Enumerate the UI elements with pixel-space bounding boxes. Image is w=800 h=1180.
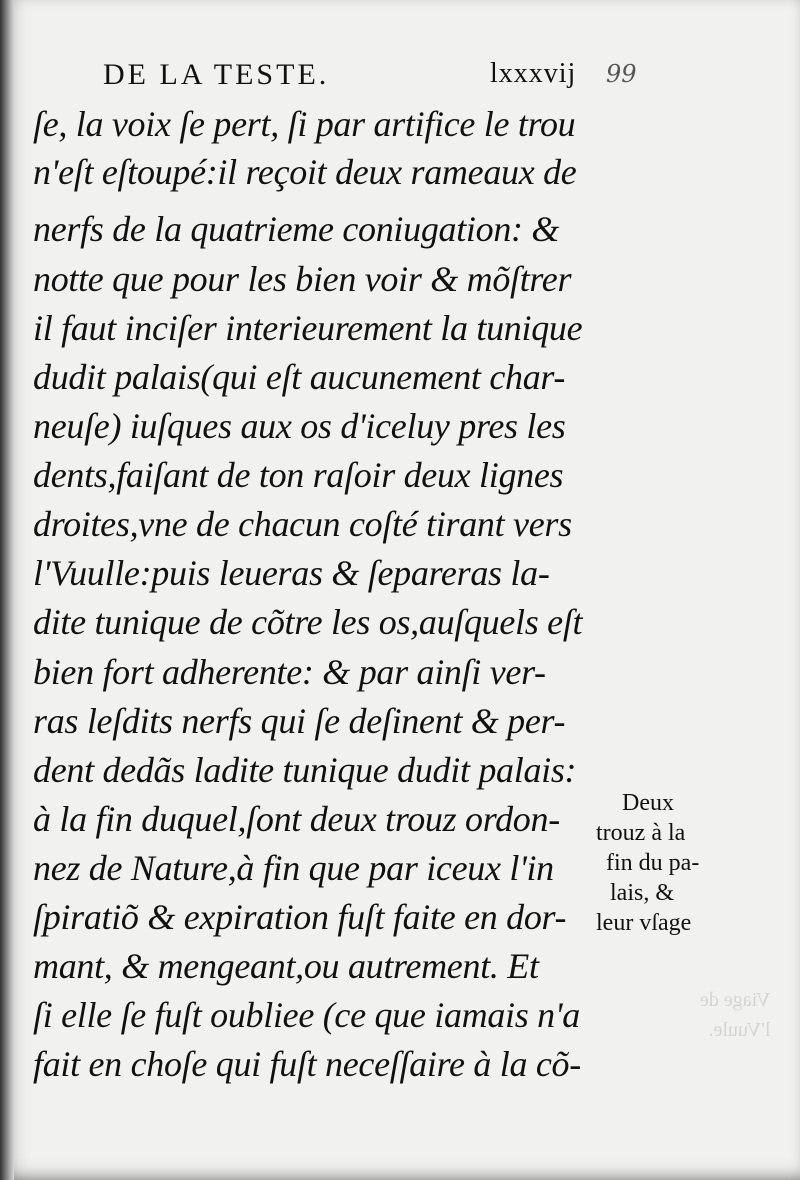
running-head: DE LA TESTE.: [103, 58, 330, 91]
text-line: n'eſt eſtoupé:il reçoit deux rameaux de: [33, 152, 577, 192]
margin-note-line: fin du pa-: [606, 850, 700, 876]
text-line: ſi elle ſe fuſt oubliee (ce que iamais n'a: [33, 995, 580, 1035]
text-line: dent dedãs ladite tunique dudit palais:: [33, 750, 577, 790]
text-line: droites,vne de chacun coſté tirant vers: [33, 504, 572, 544]
bleed-through-text: [700, 985, 770, 1045]
text-line: notte que pour les bien voir & mõſtrer: [33, 259, 572, 299]
text-line: ſpiratiõ & expiration fuſt faite en dor-: [33, 897, 567, 937]
text-line: à la fin duquel,ſont deux trouz ordon-: [33, 799, 560, 839]
text-line: il faut inciſer interieurement la tunique: [33, 308, 583, 348]
margin-note-line: trouz à la: [596, 820, 686, 846]
text-line: l'Vuulle:puis leueras & ſepareras la-: [33, 553, 550, 593]
margin-note-line: leur vſage: [596, 910, 692, 936]
text-line: ſe, la voix ſe pert, ſi par artifice le trou: [33, 104, 576, 144]
margin-note-line: lais, &: [610, 880, 674, 906]
bleed-through-line: Viage de: [700, 989, 771, 1011]
folio-number: lxxxvij: [490, 58, 577, 89]
bleed-through-line: l'Vuule.: [708, 1019, 771, 1041]
text-line: fait en choſe qui fuſt neceſſaire à la cõ-: [33, 1044, 581, 1084]
text-line: nez de Nature,à fin que par iceux l'in: [33, 848, 554, 888]
text-line: ras leſdits nerfs qui ſe deſinent & per-: [33, 701, 566, 741]
text-line: neuſe) iuſques aux os d'iceluy pres les: [33, 406, 566, 446]
text-line: bien fort adherente: & par ainſi ver-: [33, 652, 546, 692]
text-line: dite tunique de cõtre les os,auſquels eſt: [33, 602, 583, 642]
margin-note-line: Deux: [622, 790, 674, 816]
handwritten-page-number: 99: [606, 60, 637, 88]
text-line: dents,faiſant de ton raſoir deux lignes: [33, 455, 564, 495]
text-line: mant, & mengeant,ou autrement. Et: [33, 946, 539, 986]
text-line: dudit palais(qui eſt aucunement char-: [33, 357, 566, 397]
text-line: nerfs de la quatrieme coniugation: &: [33, 209, 560, 249]
